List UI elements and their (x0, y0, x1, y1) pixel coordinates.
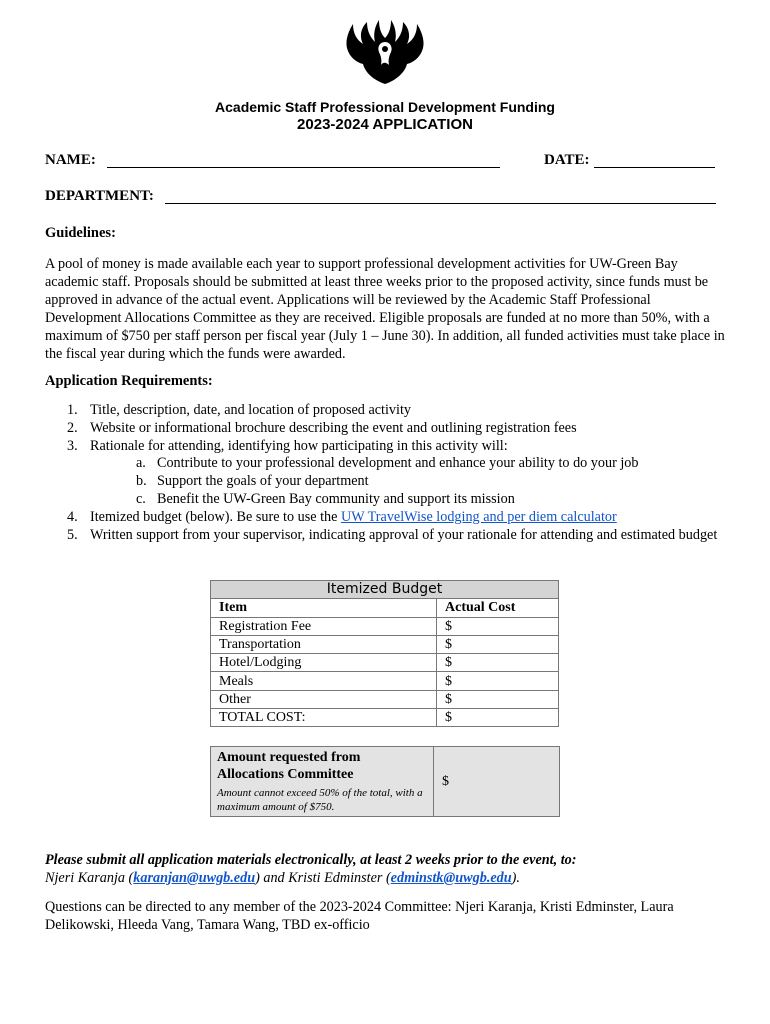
column-header-cost: Actual Cost (437, 599, 559, 617)
budget-cost-cell[interactable]: $ (437, 654, 559, 672)
budget-item-cell: Meals (211, 672, 437, 690)
budget-cost-cell[interactable]: $ (437, 672, 559, 690)
table-row (211, 672, 559, 690)
questions-text: Questions can be directed to any member of the 2023-2024 Committee: Njeri Karanja, Kristi Edminster, Laura Delikowski, Hleeda Vang, Tamara Wang, TBD ex-officio (45, 899, 674, 933)
sub-item-text: Support the goals of your department (157, 473, 369, 490)
list-item-text: Website or informational brochure describing the event and outlining registration fees (90, 419, 577, 436)
contact-text: ) and Kristi Edminster ( (255, 870, 391, 886)
budget-cost-cell[interactable]: $ (437, 617, 559, 635)
name-field-line[interactable] (107, 167, 500, 168)
amount-requested-label-cell (211, 747, 434, 817)
list-item: 3. Rationale for attending, identifying how participating in this activity will: (67, 437, 508, 454)
budget-cost-cell[interactable]: $ (437, 635, 559, 653)
sub-list-item: c. Benefit the UW-Green Bay community and support its mission (136, 490, 515, 507)
budget-item-cell: Registration Fee (211, 617, 437, 635)
requirements-heading: Application Requirements: (45, 373, 213, 389)
travelwise-calculator-link[interactable]: UW TravelWise lodging and per diem calculator (340, 508, 617, 525)
list-item: 2. Website or informational brochure describing the event and outlining registration fees (67, 419, 577, 436)
list-item: 5. Written support from your supervisor, indicating approval of your rationale for attending and estimated budget (67, 526, 718, 543)
guidelines-text: A pool of money is made available each year to support professional development activities for UW-Green Bay academic staff. Proposals should be submitted at least three weeks prior to the proposed activity, since funds must be approved in advance of the actual event. Applications will be reviewed by the Academic Staff Professional Development Allocations Committee as they are received. Eligible proposals are funded at no more than 50%, with a maximum of $750 per staff person per fiscal year (July 1 – June 30). In addition, all funded activities must take place in the fiscal year during which the funds were awarded. (45, 256, 725, 362)
list-item-text: Rationale for attending, identifying how participating in this activity will: (90, 437, 508, 454)
table-row (211, 709, 559, 727)
budget-table-title: Itemized Budget (211, 581, 559, 599)
phoenix-logo-icon (343, 18, 427, 84)
form-title: Academic Staff Professional Development Funding (215, 99, 555, 115)
table-row (211, 635, 559, 653)
sub-item-text: Benefit the UW-Green Bay community and support its mission (157, 490, 515, 507)
contact-text: Njeri Karanja ( (45, 870, 134, 886)
date-field-line[interactable] (594, 167, 715, 168)
budget-item-cell: TOTAL COST: (211, 709, 437, 727)
budget-cost-cell[interactable]: $ (437, 709, 559, 727)
name-label: NAME: (45, 152, 96, 168)
sub-list-item: a. Contribute to your professional development and enhance your ability to do your job (136, 455, 639, 472)
requirements-list (45, 402, 725, 544)
submit-contacts (45, 869, 735, 887)
amount-requested-table (210, 746, 560, 817)
email-link-karanja[interactable]: karanjan@uwgb.edu (133, 870, 256, 886)
column-header-item: Item (211, 599, 437, 617)
sub-list-item: b. Support the goals of your department (136, 473, 369, 490)
date-label: DATE: (544, 152, 590, 168)
guidelines-heading: Guidelines: (45, 225, 116, 241)
amount-requested-label: Amount requested from Allocations Committee (217, 750, 361, 782)
list-item-text: Written support from your supervisor, indicating approval of your rationale for attending and estimated budget (90, 526, 718, 543)
budget-item-cell: Transportation (211, 635, 437, 653)
form-subtitle: 2023-2024 APPLICATION (297, 116, 473, 133)
department-field-line[interactable] (165, 203, 716, 204)
department-label: DEPARTMENT: (45, 188, 154, 204)
submit-lead: Please submit all application materials electronically, at least 2 weeks prior to the event, to: (45, 852, 577, 868)
itemized-budget-table (210, 580, 559, 727)
table-row (211, 690, 559, 708)
list-item: 4. Itemized budget (below). Be sure to use the UW TravelWise lodging and per diem calculator (67, 508, 617, 525)
amount-requested-value[interactable]: $ (434, 747, 560, 817)
list-item: 1. Title, description, date, and location of proposed activity (67, 402, 411, 418)
budget-cost-cell[interactable]: $ (437, 690, 559, 708)
amount-requested-note: Amount cannot exceed 50% of the total, with a maximum amount of $750. (217, 787, 423, 813)
budget-item-cell: Hotel/Lodging (211, 654, 437, 672)
table-row (211, 617, 559, 635)
sub-item-text: Contribute to your professional development and enhance your ability to do your job (157, 455, 639, 472)
list-item-text: Title, description, date, and location of proposed activity (90, 402, 411, 418)
budget-item-cell: Other (211, 690, 437, 708)
submit-instructions (45, 851, 735, 887)
table-row (211, 654, 559, 672)
list-item-text: Itemized budget (below). Be sure to use the (90, 508, 341, 525)
contact-text: ). (511, 870, 520, 886)
email-link-edminster[interactable]: edminstk@uwgb.edu (390, 870, 512, 886)
